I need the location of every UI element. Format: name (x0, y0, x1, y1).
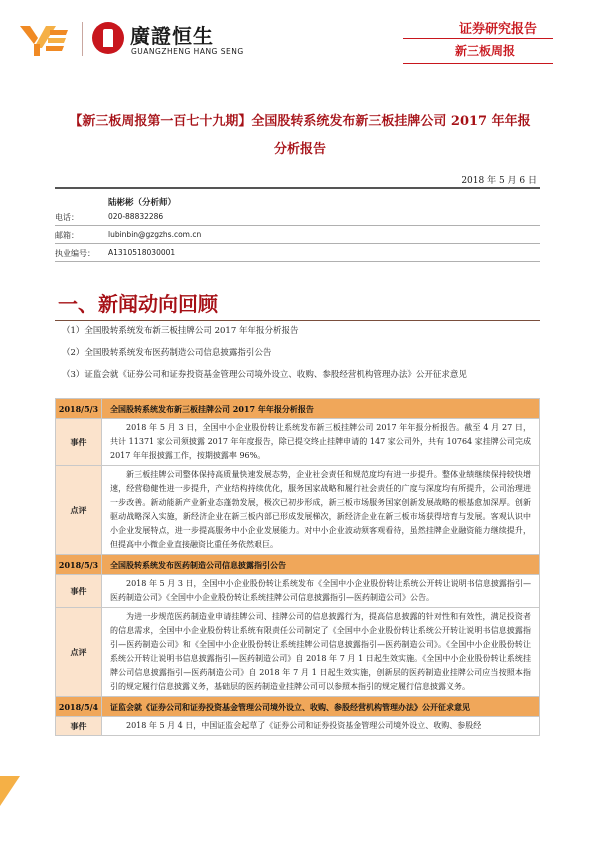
event-text: 2018 年 5 月 3 日，全国中小企业股份转让系统发布《全国中小企业股份转让系统公开转让说明书信息披露指引—医药制造公司》《全国中小企业股份转让系统挂牌公司信息披露指引—医药制造公司》公告。 (110, 579, 531, 602)
table-row-header (56, 399, 540, 419)
table-row-header (56, 555, 540, 575)
news-date: 2018/5/4 (56, 697, 102, 717)
table-row-comment (56, 466, 540, 555)
event-label: 事件 (56, 575, 102, 608)
logo-divider (82, 22, 83, 56)
analyst-phone-row (55, 208, 540, 226)
comment-text: 新三板挂牌公司整体保持高质量快速发展态势，企业社会责任和规范度均有进一步提升。整体业绩继续保持较快增速，经营稳健性进一步提升，产业结构持续优化，服务国家战略和履行社会责任的广度与深度均有所提升，公司治理进一步改善。新动能新产业新业态蓬勃发展，极次已初步形成，新三板市场服务国家创新发展战略的根基愈加深厚。创新驱动战略深入实施，新经济企业在新三板内部已形成发展梯次，新经济企业在新三板市场获得培育与发展。客观认识中小企业发展特点，进一步提高服务中小企业发展能力。对中小企业波动须客观看待，虽然挂牌企业融资能力继续提升，但提高中小微企业直接融资比重任务依然艰巨。 (110, 470, 531, 549)
report-date: 2018 年 5 月 6 日 (461, 176, 537, 186)
news-headline: 证监会就《证券公司和证券投资基金管理公司境外设立、收购、参股经营机构管理办法》公开征求意见 (102, 697, 540, 717)
table-row-event (56, 575, 540, 608)
comment-text: 为进一步规范医药制造业申请挂牌公司、挂牌公司的信息披露行为，提高信息披露的针对性和有效性，满足投资者的信息需求，全国中小企业股份转让系统有限责任公司制定了《全国中小企业股份转让系统公开转让说明书信息披露指引—医药制造公司》和《全国中小企业股份转让系统挂牌公司信息披露指引—医药制造公司》。《全国中小企业股份转让系统公开转让说明书信息披露指引—医药制造公司》自 2018 年 7 月 1 日起生效实施。《全国中小企业股份转让系统挂牌公司信息披露指引—医药制造公司》自 2018 年 7 月 1 日起生效实施，创新层的医药制造业挂牌公司应当按照本指引的规定履行信息披露义务，基础层的医药制造业挂牌公司可以参照本指引的规定履行信息披露义务。 (110, 612, 531, 691)
comment-label: 点评 (56, 608, 102, 697)
gzhs-seal-icon (92, 22, 124, 54)
email-label: 邮箱： (55, 231, 79, 240)
title-divider (55, 187, 540, 189)
title-line-2: 分析报告 (273, 142, 326, 157)
news-table (55, 398, 540, 736)
analyst-email-row (55, 226, 540, 244)
table-row-header (56, 697, 540, 717)
table-row-comment (56, 608, 540, 697)
event-label: 事件 (56, 717, 102, 736)
email-value[interactable]: lubinbin@gzgzhs.com.cn (108, 230, 202, 239)
news-list-item: （2）全国股转系统发布医药制造公司信息披露指引公告 (62, 348, 272, 358)
corner-decoration (0, 776, 20, 806)
brand-name-en: GUANGZHENG HANG SENG (131, 47, 244, 56)
news-date: 2018/5/3 (56, 399, 102, 419)
ye-logo-icon (20, 20, 70, 58)
phone-label: 电话： (55, 213, 79, 222)
page-header (0, 0, 595, 80)
section-divider (55, 320, 540, 321)
analyst-name: 陆彬彬（分析师） (108, 198, 177, 208)
news-date: 2018/5/3 (56, 555, 102, 575)
license-value: A1310518030001 (108, 248, 176, 257)
header-divider (403, 63, 553, 64)
phone-value: 020-88832286 (108, 212, 164, 221)
event-text: 2018 年 5 月 4 日，中国证监会起草了《证券公司和证券投资基金管理公司境外设立、收购、参股经 (126, 721, 482, 730)
table-row-event (56, 419, 540, 466)
document-title (50, 108, 550, 164)
comment-label: 点评 (56, 466, 102, 555)
report-type: 证券研究报告 (458, 22, 537, 37)
news-headline: 全国股转系统发布新三板挂牌公司 2017 年年报分析报告 (102, 399, 540, 419)
news-list-item: （3）证监会就《证券公司和证券投资基金管理公司境外设立、收购、参股经营机构管理办法》公开征求意见 (62, 370, 467, 380)
header-divider (403, 38, 553, 39)
report-series: 新三板周报 (454, 44, 515, 58)
analyst-license-row (55, 244, 540, 262)
title-line-1: 【新三板周报第一百七十九期】全国股转系统发布新三板挂牌公司 2017 年年报 (69, 114, 531, 129)
event-label: 事件 (56, 419, 102, 466)
table-row-event (56, 717, 540, 736)
news-list-item: （1）全国股转系统发布新三板挂牌公司 2017 年年报分析报告 (62, 326, 299, 336)
license-label: 执业编号： (55, 249, 95, 258)
section-title: 一、新闻动向回顾 (58, 292, 218, 316)
event-text: 2018 年 5 月 3 日，全国中小企业股份转让系统发布新三板挂牌公司 2017 年年报分析报告。截至 4 月 27 日，共计 11371 家公司须披露 2017 年年度报告，除已提交终止挂牌申请的 147 家公司外，共有 10764 家挂牌公司完成 2017 年年报披露工作，按期披露率 96%。 (110, 423, 531, 460)
brand-name: 廣證恒生 (130, 24, 214, 48)
news-headline: 全国股转系统发布医药制造公司信息披露指引公告 (102, 555, 540, 575)
